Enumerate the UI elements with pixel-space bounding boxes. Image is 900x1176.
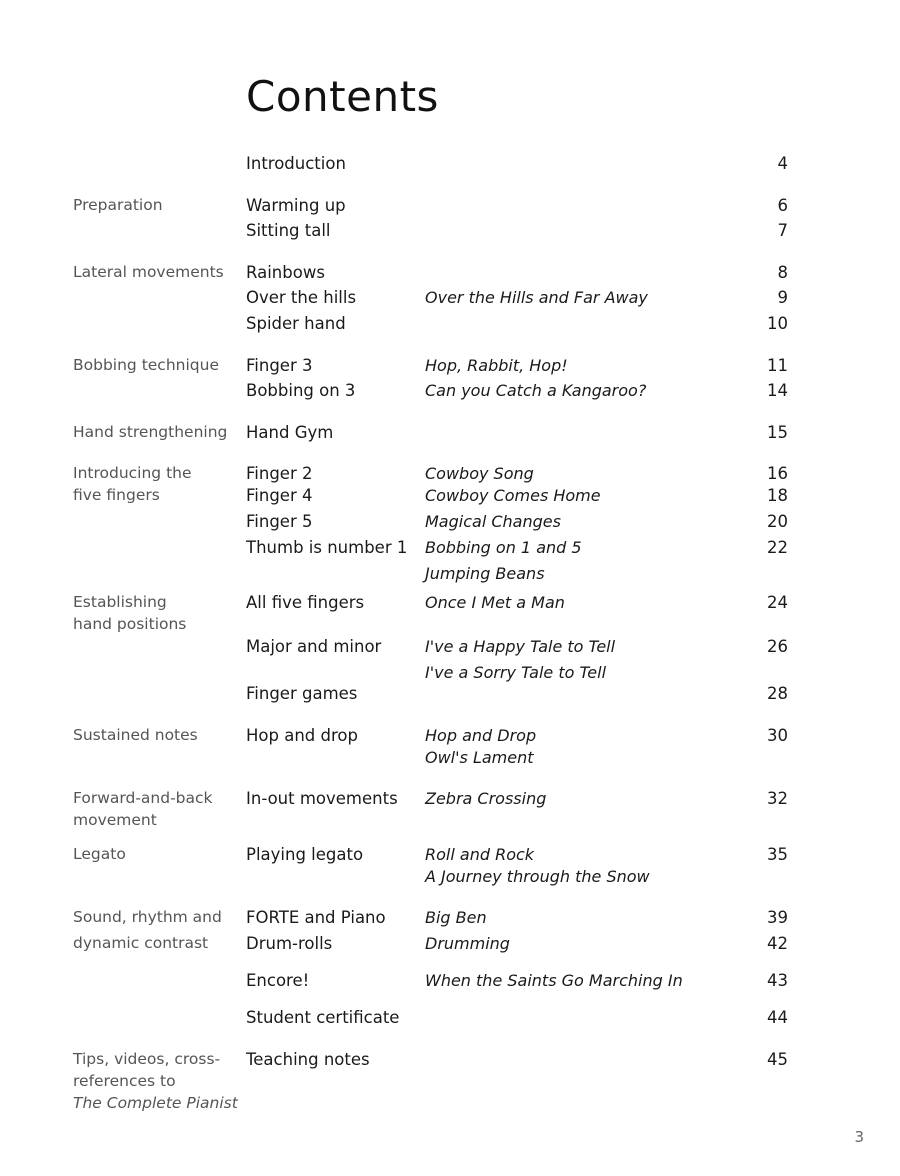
piece-title: Zebra Crossing: [425, 789, 547, 808]
page-title: Contents: [246, 72, 439, 121]
contents-item: Encore!: [246, 971, 310, 990]
contents-item: Drum-rolls: [246, 934, 333, 953]
piece-title: Hop and Drop: [425, 726, 537, 745]
contents-item: Finger 3: [246, 356, 313, 375]
page-number: 7: [777, 221, 788, 240]
contents-item: Over the hills: [246, 288, 357, 307]
page-number: 18: [767, 486, 788, 505]
page-number: 15: [767, 423, 788, 442]
section-label: Establishing: [73, 593, 167, 611]
piece-title: A Journey through the Snow: [425, 867, 650, 886]
piece-title: I've a Sorry Tale to Tell: [425, 663, 607, 682]
book-title: The Complete Pianist: [73, 1094, 238, 1112]
contents-item: Sitting tall: [246, 221, 331, 240]
contents-item: Bobbing on 3: [246, 381, 356, 400]
section-label: hand positions: [73, 615, 187, 633]
section-label: Preparation: [73, 196, 163, 214]
contents-item: Hop and drop: [246, 726, 358, 745]
section-label: Hand strengthening: [73, 423, 228, 441]
contents-item: Major and minor: [246, 637, 382, 656]
page-number: 44: [767, 1008, 788, 1027]
page-number: 9: [777, 288, 788, 307]
section-label: dynamic contrast: [73, 934, 209, 952]
page-number: 42: [767, 934, 788, 953]
page-number: 32: [767, 789, 788, 808]
piece-title: When the Saints Go Marching In: [425, 971, 683, 990]
page-number: 24: [767, 593, 788, 612]
page-number: 39: [767, 908, 788, 927]
section-label: Tips, videos, cross-: [73, 1050, 221, 1068]
page-number: 16: [767, 464, 788, 483]
section-label: Bobbing technique: [73, 356, 219, 374]
page-number: 8: [777, 263, 788, 282]
contents-item: All five fingers: [246, 593, 365, 612]
contents-item: Finger 2: [246, 464, 313, 483]
contents-item: Introduction: [246, 154, 346, 173]
piece-title: Drumming: [425, 934, 510, 953]
page-number: 43: [767, 971, 788, 990]
piece-title: Hop, Rabbit, Hop!: [425, 356, 568, 375]
piece-title: Magical Changes: [425, 512, 561, 531]
section-label: movement: [73, 811, 157, 829]
contents-item: Rainbows: [246, 263, 325, 282]
page-number: 10: [767, 314, 788, 333]
piece-title: Owl's Lament: [425, 748, 534, 767]
piece-title: Roll and Rock: [425, 845, 535, 864]
section-label: references to: [73, 1072, 176, 1090]
section-label: five fingers: [73, 486, 160, 504]
piece-title: Cowboy Comes Home: [425, 486, 601, 505]
contents-item: FORTE and Piano: [246, 908, 386, 927]
piece-title: Can you Catch a Kangaroo?: [425, 381, 647, 400]
piece-title: Cowboy Song: [425, 464, 534, 483]
piece-title: Big Ben: [425, 908, 487, 927]
page-number: 35: [767, 845, 788, 864]
piece-title: I've a Happy Tale to Tell: [425, 637, 616, 656]
contents-item: Thumb is number 1: [246, 538, 408, 557]
section-label: Forward-and-back: [73, 789, 213, 807]
page-number: 30: [767, 726, 788, 745]
piece-title: Once I Met a Man: [425, 593, 565, 612]
contents-item: Finger 5: [246, 512, 313, 531]
contents-item: Spider hand: [246, 314, 346, 333]
section-label: Lateral movements: [73, 263, 224, 281]
contents-item: Student certificate: [246, 1008, 400, 1027]
piece-title: Jumping Beans: [425, 564, 545, 583]
section-label: Legato: [73, 845, 126, 863]
contents-item: Warming up: [246, 196, 346, 215]
page-number: 6: [777, 196, 788, 215]
page-number: 14: [767, 381, 788, 400]
page-number: 28: [767, 684, 788, 703]
contents-item: Playing legato: [246, 845, 364, 864]
section-label: Sustained notes: [73, 726, 198, 744]
contents-item: In-out movements: [246, 789, 398, 808]
page-number: 22: [767, 538, 788, 557]
page-number: 20: [767, 512, 788, 531]
page-number: 11: [767, 356, 788, 375]
section-label: [73, 1096, 238, 1112]
contents-item: Hand Gym: [246, 423, 334, 442]
section-label: Introducing the: [73, 464, 192, 482]
contents-item: Finger 4: [246, 486, 313, 505]
contents-item: Teaching notes: [246, 1050, 370, 1069]
page-number: 4: [777, 154, 788, 173]
page-number: 45: [767, 1050, 788, 1069]
contents-item: Finger games: [246, 684, 358, 703]
folio-page-number: 3: [854, 1128, 864, 1146]
section-label: Sound, rhythm and: [73, 908, 222, 926]
piece-title: Bobbing on 1 and 5: [425, 538, 582, 557]
piece-title: Over the Hills and Far Away: [425, 288, 648, 307]
page-number: 26: [767, 637, 788, 656]
